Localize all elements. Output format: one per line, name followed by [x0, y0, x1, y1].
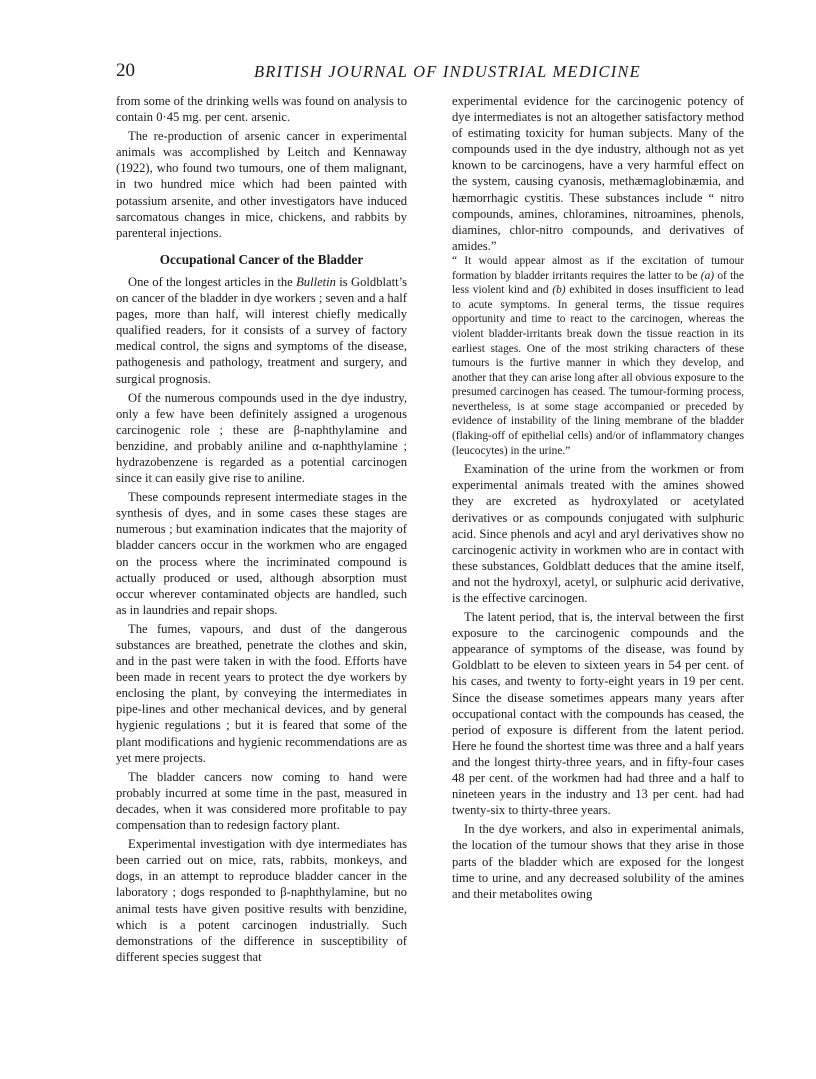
page-number: 20 [116, 60, 135, 81]
paragraph: The bladder cancers now coming to hand were probably incurred at some time in the past, measured in decades, when it was considered more profitable to pay compensation than to redesign factory plant. [116, 769, 407, 833]
section-heading: Occupational Cancer of the Bladder [159, 251, 364, 267]
paragraph: from some of the drinking wells was found on analysis to contain 0·45 mg. per cent. arsenic. [116, 94, 407, 125]
paragraph: Experimental investigation with dye intermediates has been carried out on mice, rats, rabbits, monkeys, and dogs, in an attempt to reproduce bladder cancer in the laboratory ; dogs responded to β-naphthylamine, but no animal tests have given positive results with benzidine, which is a potent carcinogen industrially. Such demonstrations of the difference in susceptibility of different species suggest that [116, 837, 407, 964]
block-quote [452, 254, 744, 458]
right-column [452, 93, 744, 902]
paragraph-text: One of the longest articles in the [128, 274, 297, 289]
page-header [116, 60, 704, 86]
paragraph: experimental evidence for the carcinogenic potency of dye intermediates is not an altogether satisfactory method of estimating toxicity for human subjects. Many of the compounds used in the dye industry, although not as yet known to be carcinogens, have a very harmful effect on the system, causing cyanosis, methæmaglobinæmia, and hæmorrhagic cystitis. These substances include “ nitro compounds, amines, chloramines, nitroamines, phenols, diamines, chlor-nitro compounds, and derivatives of amides.” [452, 94, 744, 253]
paragraph-text: is Goldblatt’s on cancer of the bladder in dye workers ; seven and a half pages, more than half, will interest chiefly medically qualified readers, for it consists of a survey of factory medical control, the signs and symptoms of the disease, pathogenesis and pathology, treatment and surgery, and surgical prognosis. [116, 274, 407, 386]
paragraph: The re-production of arsenic cancer in experimental animals was accomplished by Leitch and Kennaway (1922), who found two tumours, one of them malignant, in two hundred mice which had been painted with potassium arsenite, and other investigators have induced sarcomatous changes in mice, chickens, and rabbits by parenteral injections. [116, 129, 407, 240]
paragraph [116, 274, 407, 387]
quote-text: of the less violent kind and [452, 269, 744, 297]
paragraph: Examination of the urine from the workmen or from experimental animals treated with the amines showed they are excreted as hydroxylated or acetylated derivatives or as compounds conjugated with sulphuric acid. Since phenols and acyl and aryl derivatives show no carcinogenic activity in workmen who are in contact with these substances, Goldblatt deduces that the amine itself, and not the hydroxyl, acetyl, or sulphuric acid derivative, is the effective carcinogen. [452, 462, 744, 605]
quote-italic: (a) [700, 269, 715, 282]
paragraph: The fumes, vapours, and dust of the dangerous substances are breathed, penetrate the clothes and skin, and in the past were taken in with the food. Efforts have been made in recent years to protect the dye workers by enclosing the plant, by conveying the intermediates in pipe-lines and other mechanical devices, and by general hygienic regulations ; but it is feared that some of the plant modifications and hygienic recommendations are as yet mere projects. [116, 621, 407, 765]
paragraph: Of the numerous compounds used in the dye industry, only a few have been definitely assigned a urogenous carcinogenic role ; these are β-naphthylamine and benzidine, and probably aniline and α-naphthylamine ; hydrazobenzene is regarded as a potential carcinogen since it can easily give rise to aniline. [116, 390, 407, 486]
quote-italic: (b) [552, 284, 566, 297]
journal-title: BRITISH JOURNAL OF INDUSTRIAL MEDICINE [254, 62, 641, 81]
quote-text: “ It would appear almost as if the excitation of tumour formation by bladder irritants requires the latter to be [452, 254, 744, 282]
paragraph-italic: Bulletin [296, 274, 336, 289]
paragraph: In the dye workers, and also in experimental animals, the location of the tumour shows that they arise in those parts of the bladder which are exposed for the longest time to urine, and any decreased solubility of the amines and their metabolites owing [452, 822, 744, 901]
quote-text: exhibited in doses insufficient to lead to acute symptoms. In general terms, the tissue requires opportunity and time to react to the carcinogen, whereas the violent bladder-irritants break down the tissue reaction in its earliest stages. One of the most striking characters of these tumours is the furtive manner in which they develop, and another that they can arise long after all obvious exposure to the presumed carcinogen has ceased. The tumour-forming process, nevertheless, is at some stage accompanied or preceded by evidence of instability of the lining membrane of the bladder (flaking-off of epithelial cells) and/or of inflammatory changes (leucocytes) in the urine.” [452, 284, 744, 457]
paragraph: These compounds represent intermediate stages in the synthesis of dyes, and in some cases these stages are numerous ; but examination indicates that the majority of bladder cancers occur in the workmen who are engaged on the process where the incriminated compound is actually produced or used, although absorption must occur wherever contaminated objects are handled, such as in laundries and repair shops. [116, 490, 407, 617]
left-column [116, 93, 407, 965]
paragraph: The latent period, that is, the interval between the first exposure to the carcinogenic compounds and the appearance of symptoms of the disease, was found by Goldblatt to be eleven to sixteen years in 54 per cent. of his cases, and twenty to forty-eight years in 19 per cent. Since the disease sometimes appears many years after occupational contact with the compounds has ceased, the period of exposure is different from the latent period. Here he found the shortest time was three and a half years and the longest thirty-three years, and in fifty-four cases 48 per cent. of the workmen had had three and a half to nineteen years in the industry and 13 per cent. had had twenty-six to thirty-three years. [452, 610, 744, 818]
